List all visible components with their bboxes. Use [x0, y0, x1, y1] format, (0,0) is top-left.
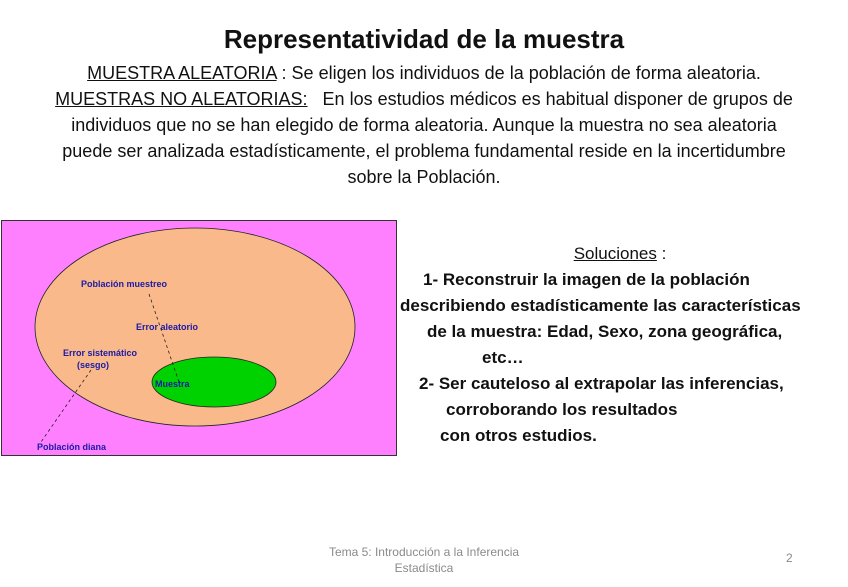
solution-line-4: etc…	[482, 348, 524, 367]
solutions-block	[400, 241, 840, 449]
solution-line-2: describiendo estadísticamente las características	[400, 296, 801, 315]
label-error-aleatorio: Error aleatorio	[136, 322, 199, 332]
label-sesgo: (sesgo)	[77, 360, 110, 370]
intro-text	[10, 60, 838, 190]
label-poblacion-diana: Población diana	[37, 442, 107, 452]
solution-line-3: de la muestra: Edad, Sexo, zona geográfica,	[427, 322, 783, 341]
footer-line-2: Estadística	[394, 561, 454, 575]
label-poblacion-muestreo: Población muestreo	[81, 279, 168, 289]
definition-line3: puede ser analizada estadísticamente, el problema fundamental reside en la incertidumbre	[62, 141, 786, 161]
page-number: 2	[786, 551, 793, 565]
label-muestra: Muestra	[155, 379, 190, 389]
slide-title: Representatividad de la muestra	[223, 24, 625, 54]
label-error-sistematico: Error sistemático	[63, 348, 138, 358]
solutions-heading-colon: :	[656, 244, 667, 263]
footer-topic	[300, 544, 548, 576]
term-muestras-no-aleatorias: MUESTRAS NO ALEATORIAS:	[55, 89, 308, 109]
definition-line4: sobre la Población.	[347, 167, 501, 187]
paragraph-muestra-aleatoria	[10, 60, 838, 86]
solution-line-5: 2- Ser cauteloso al extrapolar las inferencias,	[419, 374, 784, 393]
paragraph-muestras-no-aleatorias-line1	[10, 86, 838, 112]
solutions-heading-label: Soluciones	[573, 244, 657, 263]
solution-line-6: corroborando los resultados	[446, 400, 678, 419]
population-diagram	[1, 220, 397, 456]
definition-line2: individuos que no se han elegido de forma aleatoria. Aunque la muestra no sea aleatoria	[71, 115, 777, 135]
definition-muestra-aleatoria: : Se eligen los individuos de la población de forma aleatoria.	[276, 63, 761, 83]
definition-line1: En los estudios médicos es habitual disponer de grupos de	[307, 89, 793, 109]
diagram-svg	[1, 220, 397, 456]
solutions-heading	[400, 241, 840, 267]
term-muestra-aleatoria: MUESTRA ALEATORIA	[87, 63, 277, 83]
solution-line-1: 1- Reconstruir la imagen de la población	[423, 270, 750, 289]
footer-line-1: Tema 5: Introducción a la Inferencia	[328, 545, 520, 559]
solution-line-7: con otros estudios.	[440, 426, 597, 445]
